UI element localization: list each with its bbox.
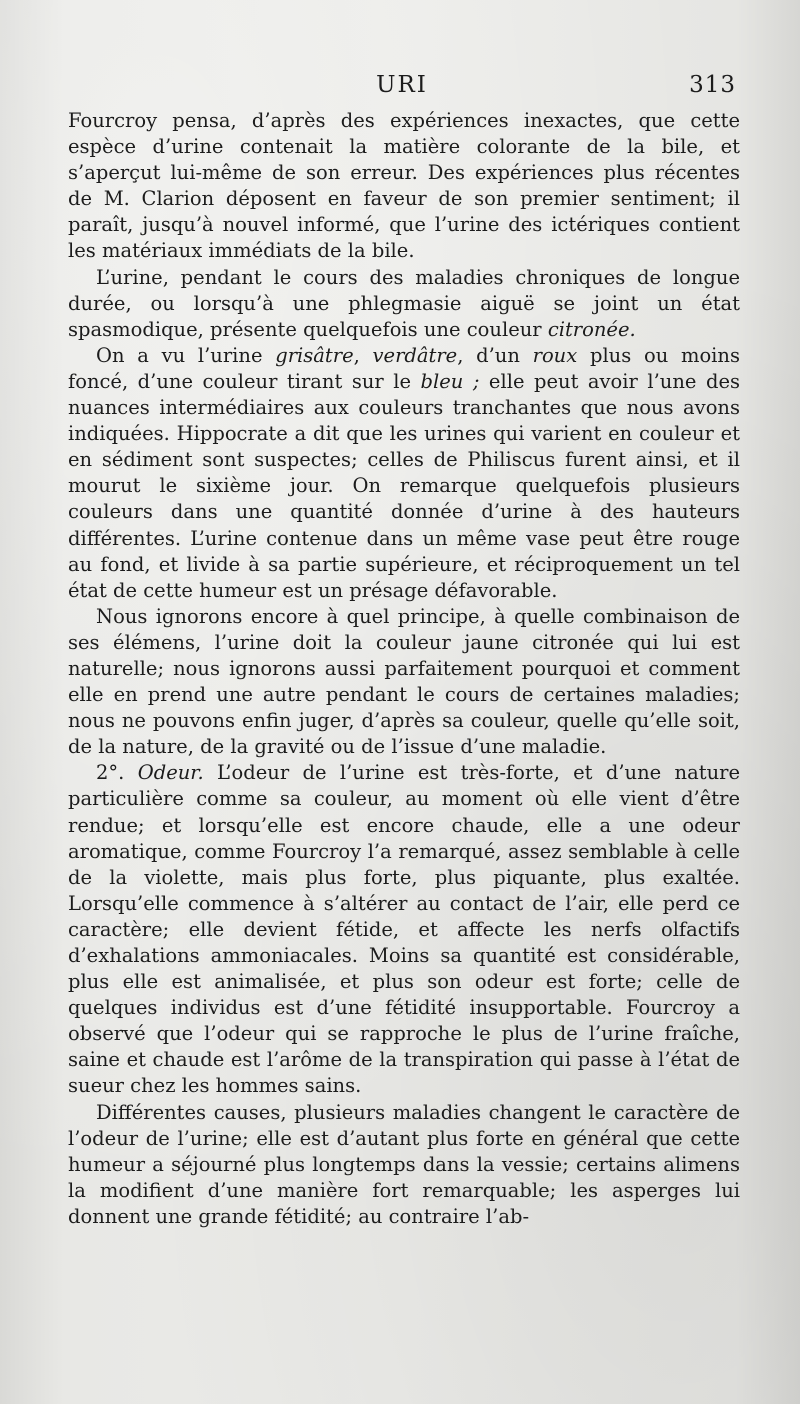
italic-text: roux	[532, 343, 578, 367]
text-span: L’odeur de l’urine est très-forte, et d’une nature particulière comme sa couleur, au moment où elle vient d’être rendue; et lorsqu’elle est encore chaude, elle a une odeur aromatique, comme Fourcroy l’a remarqué, assez semblable à celle de la violette, mais plus forte, plus piquante, plus exaltée. Lorsqu’elle commence à s’altérer au contact de l’air, elle perd ce caractère; elle devient fétide, et affecte les nerfs olfactifs d’exhalations ammoniacales. Moins sa quantité est considérable, plus elle est animalisée, et plus son odeur est forte; celle de quelques individus est d’une fétidité insupportable. Fourcroy a observé que l’odeur qui se rapproche le plus de l’urine fraîche, saine et chaude est l’arôme de la transpiration qui passe à l’état de sueur chez les hommes sains.	[68, 761, 740, 1098]
paragraph	[68, 1100, 740, 1230]
paragraph	[68, 108, 740, 265]
paragraph	[68, 265, 740, 343]
paragraph	[68, 604, 740, 761]
italic-text: citronée.	[547, 317, 636, 341]
text-span: elle peut avoir l’une des nuances intermédiaires aux couleurs tranchantes que nous avons indiquées. Hippocrate a dit que les urines qui varient en couleur et en sédiment sont suspectes; celles de Philiscus furent ainsi, et il mourut le sixième jour. On remarque quelquefois plusieurs couleurs dans une quantité donnée d’urine à des hauteurs différentes. L’urine contenue dans un même vase peut être rouge au fond, et livide à sa partie supérieure, et réciproquement un tel état de cette humeur est un présage défavorable.	[68, 369, 740, 602]
italic-text: bleu ;	[420, 369, 480, 393]
text-span: L’urine, pendant le cours des maladies chroniques de longue durée, ou lorsqu’à une phlegmasie aiguë se joint un état spasmodique, présente quelquefois une couleur	[68, 265, 740, 341]
text-span: ,	[353, 343, 373, 367]
text-span: Différentes causes, plusieurs maladies changent le caractère de l’odeur de l’urine; elle est d’autant plus forte en général que cette humeur a séjourné plus longtemps dans la vessie; certains alimens la modifient d’une manière fort remarquable; les asperges lui donnent une grande fétidité; au contraire l’ab-	[68, 1100, 740, 1228]
text-span: On a vu l’urine	[96, 343, 276, 367]
italic-text: grisâtre	[275, 343, 354, 367]
paragraph	[68, 760, 740, 1099]
text-span: Fourcroy pensa, d’après des expériences inexactes, que cette espèce d’urine contenait la matière colorante de la bile, et s’aperçut lui-même de son erreur. Des expériences plus récentes de M. Clarion déposent en faveur de son premier sentiment; il paraît, jusqu’à nouvel informé, que l’urine des ictériques contient les matériaux immédiats de la bile.	[68, 109, 740, 263]
text-span: plus ou moins foncé, d’une couleur tirant sur le	[68, 343, 740, 393]
text-span: , d’un	[457, 343, 533, 367]
italic-text: verdâtre	[372, 343, 458, 367]
page-number: 313	[689, 72, 736, 98]
paragraph	[68, 343, 740, 604]
running-title: URI	[376, 72, 428, 98]
text-span: Nous ignorons encore à quel principe, à quelle combinaison de ses élémens, l’urine doit la couleur jaune citronée qui lui est naturelle; nous ignorons aussi parfaitement pourquoi et comment elle en prend une autre pendant le cours de certaines maladies; nous ne pouvons enfin juger, d’après sa couleur, quelle qu’elle soit, de la nature, de la gravité ou de l’issue d’une maladie.	[68, 604, 740, 759]
body-text	[68, 108, 740, 1230]
text-span: 2°.	[96, 761, 138, 785]
page-header	[68, 72, 736, 104]
italic-text: Odeur.	[137, 761, 204, 785]
